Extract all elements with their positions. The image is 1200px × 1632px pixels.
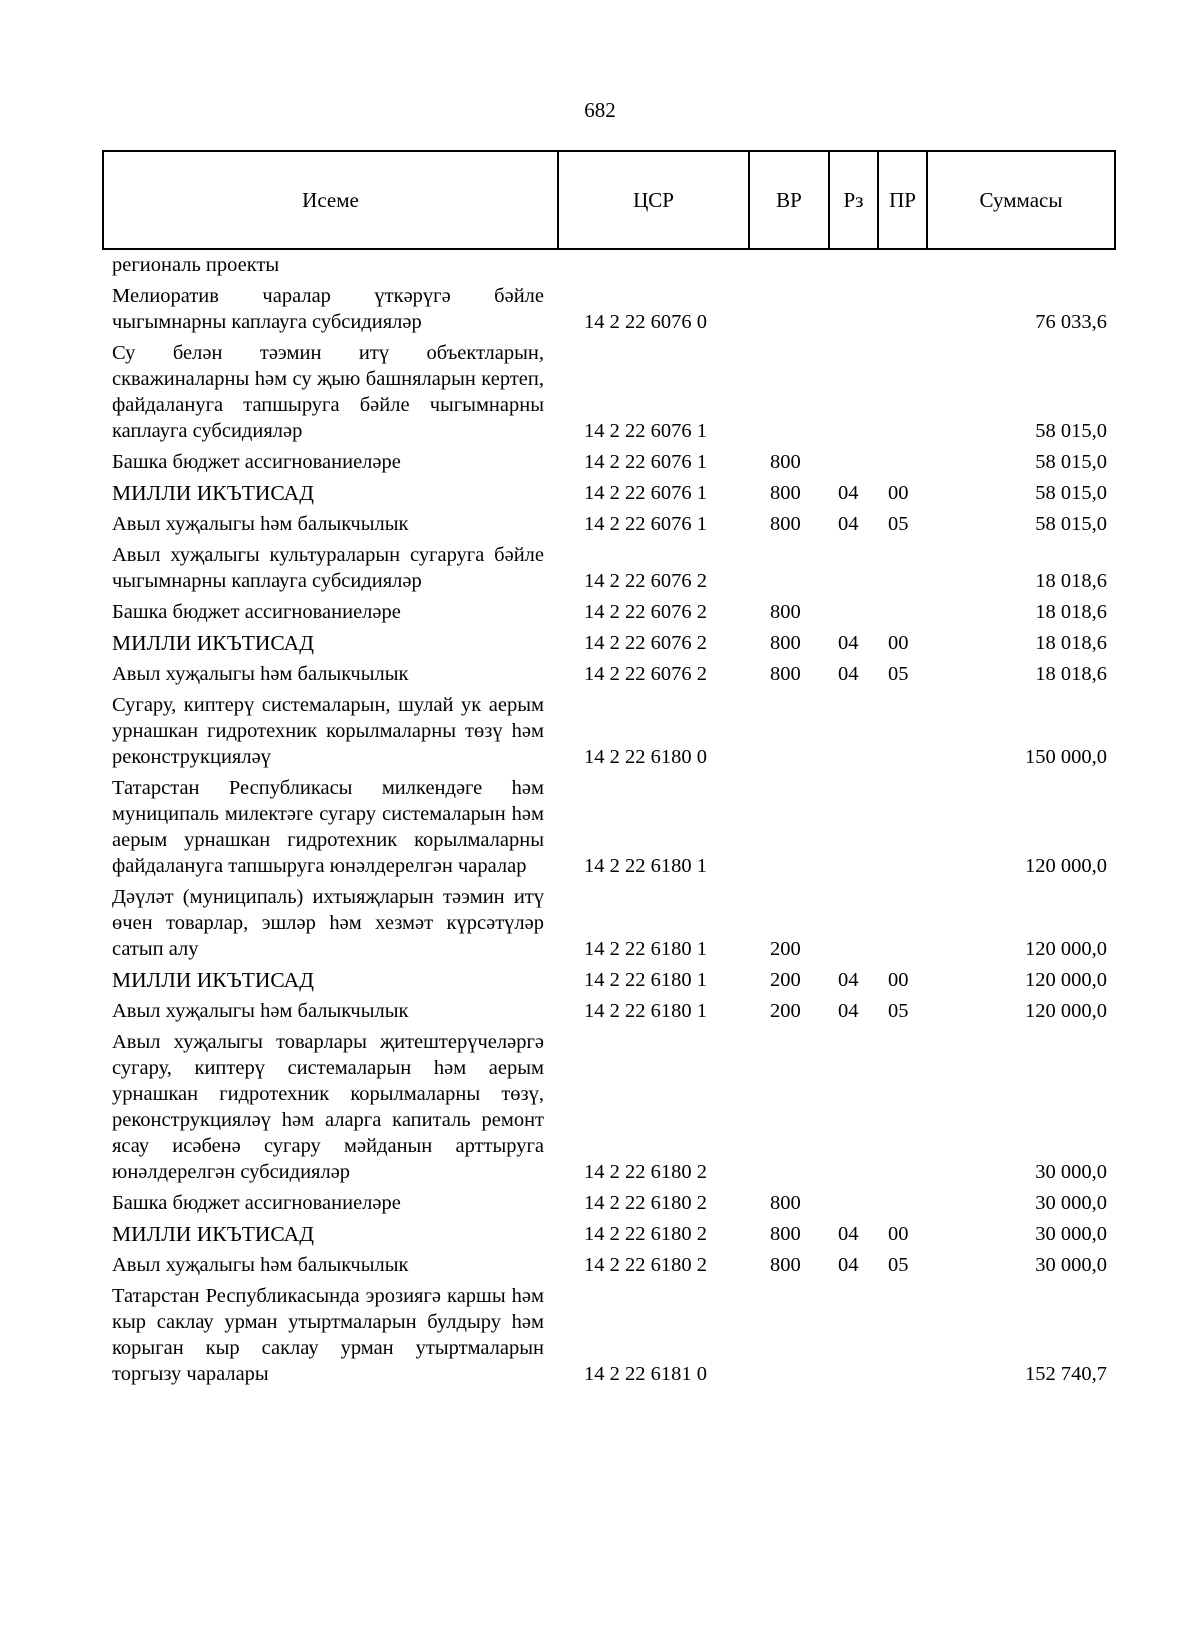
row-sum: 58 015,0 [1035, 451, 1107, 473]
table-row [0, 1190, 1200, 1216]
row-codes [0, 936, 1200, 962]
table-row [0, 283, 1200, 335]
row-rz: 04 [838, 632, 859, 654]
table-row [0, 884, 1200, 962]
row-name: Мелиоратив чаралар үткәрүгә бәйле чыгымнарны каплауга субсидияләр [112, 285, 544, 333]
row-vr: 800 [770, 1223, 801, 1245]
table-row [0, 599, 1200, 625]
row-vr: 200 [770, 969, 801, 991]
row-sum: 152 740,7 [1025, 1363, 1107, 1385]
row-csr: 14 2 22 6076 0 [584, 311, 707, 333]
row-csr: 14 2 22 6076 1 [584, 482, 707, 504]
row-sum: 18 018,6 [1035, 632, 1107, 654]
row-vr: 800 [770, 1192, 801, 1214]
table-row [0, 661, 1200, 687]
row-codes [0, 599, 1200, 625]
row-codes [0, 998, 1200, 1024]
row-name: Авыл хуҗалыгы культураларын сугаруга бәйле чыгымнарны каплауга субсидияләр [112, 544, 544, 592]
table-row [0, 542, 1200, 594]
row-rz: 04 [838, 1000, 859, 1022]
table-row [0, 630, 1200, 656]
row-sum: 30 000,0 [1035, 1192, 1107, 1214]
row-codes [0, 967, 1200, 993]
row-codes [0, 252, 1200, 278]
row-vr: 800 [770, 663, 801, 685]
row-codes [0, 1221, 1200, 1247]
row-pr: 05 [888, 663, 909, 685]
table-row [0, 1283, 1200, 1387]
table-row [0, 692, 1200, 770]
row-rz: 04 [838, 1223, 859, 1245]
row-csr: 14 2 22 6076 2 [584, 663, 707, 685]
header-name: Исеме [104, 152, 559, 248]
table-body [0, 252, 1200, 1392]
row-pr: 05 [888, 1254, 909, 1276]
row-csr: 14 2 22 6076 2 [584, 632, 707, 654]
row-name: Авыл хуҗалыгы товарлары җитештерүчеләргә сугару, киптерү системаларын һәм аерым урнашкан гидротехник корылмаларны төзү, реконструкцияләү һәм аларга капиталь ремонт ясау исәбенә сугару мәйданын арттыруга юнәлдерелгән субсидияләр [112, 1031, 544, 1183]
row-csr: 14 2 22 6180 1 [584, 938, 707, 960]
table-row [0, 511, 1200, 537]
row-vr: 800 [770, 513, 801, 535]
table-row [0, 775, 1200, 879]
row-codes [0, 630, 1200, 656]
row-sum: 30 000,0 [1035, 1161, 1107, 1183]
row-codes [0, 1361, 1200, 1387]
table-row [0, 1029, 1200, 1185]
row-sum: 30 000,0 [1035, 1254, 1107, 1276]
row-sum: 58 015,0 [1035, 513, 1107, 535]
row-vr: 800 [770, 632, 801, 654]
row-rz: 04 [838, 482, 859, 504]
row-name: Су белән тәэмин итү объектларын, скважиналарны һәм су җыю башняларын кертеп, файдалануга тапшыруга бәйле чыгымнарны каплауга субсидияләр [112, 342, 544, 442]
row-codes [0, 309, 1200, 335]
row-codes [0, 1252, 1200, 1278]
table-row [0, 449, 1200, 475]
row-vr: 800 [770, 482, 801, 504]
row-pr: 00 [888, 969, 909, 991]
header-sum: Суммасы [979, 187, 1063, 212]
row-rz: 04 [838, 663, 859, 685]
row-name: Авыл хуҗалыгы һәм балыкчылык [112, 1000, 409, 1022]
row-name: МИЛЛИ ИКЪТИСАД [112, 1222, 314, 1246]
row-vr: 200 [770, 938, 801, 960]
row-pr: 00 [888, 1223, 909, 1245]
row-sum: 58 015,0 [1035, 482, 1107, 504]
row-csr: 14 2 22 6180 2 [584, 1223, 707, 1245]
row-rz: 04 [838, 969, 859, 991]
table-row [0, 998, 1200, 1024]
row-name: Авыл хуҗалыгы һәм балыкчылык [112, 663, 409, 685]
table-row [0, 1252, 1200, 1278]
row-pr: 05 [888, 1000, 909, 1022]
row-csr: 14 2 22 6180 1 [584, 969, 707, 991]
row-codes [0, 480, 1200, 506]
row-sum: 120 000,0 [1025, 969, 1107, 991]
row-csr: 14 2 22 6181 0 [584, 1363, 707, 1385]
row-csr: 14 2 22 6076 1 [584, 420, 707, 442]
table-header [102, 150, 1116, 250]
row-name: МИЛЛИ ИКЪТИСАД [112, 481, 314, 505]
row-name: Дәүләт (муниципаль) ихтыяҗларын тәэмин итү өчен товарлар, эшләр һәм хезмәт күрсәтүләр сатып алу [112, 886, 544, 960]
row-sum: 120 000,0 [1025, 1000, 1107, 1022]
row-name: региональ проекты [112, 254, 280, 276]
row-sum: 18 018,6 [1035, 601, 1107, 623]
row-sum: 58 015,0 [1035, 420, 1107, 442]
row-rz: 04 [838, 1254, 859, 1276]
row-name: Башка бюджет ассигнованиеләре [112, 601, 401, 623]
table-row [0, 967, 1200, 993]
header-rz: Рз [830, 152, 879, 248]
table-row [0, 1221, 1200, 1247]
page-number: 682 [584, 98, 616, 122]
header-vr: ВР [750, 152, 830, 248]
row-rz: 04 [838, 513, 859, 535]
row-csr: 14 2 22 6076 2 [584, 570, 707, 592]
row-pr: 05 [888, 513, 909, 535]
row-name: МИЛЛИ ИКЪТИСАД [112, 968, 314, 992]
row-sum: 30 000,0 [1035, 1223, 1107, 1245]
row-codes [0, 1190, 1200, 1216]
row-codes [0, 744, 1200, 770]
row-csr: 14 2 22 6180 1 [584, 855, 707, 877]
row-csr: 14 2 22 6076 1 [584, 451, 707, 473]
row-csr: 14 2 22 6180 1 [584, 1000, 707, 1022]
row-sum: 76 033,6 [1035, 311, 1107, 333]
row-codes [0, 418, 1200, 444]
row-codes [0, 511, 1200, 537]
row-csr: 14 2 22 6180 2 [584, 1161, 707, 1183]
row-name: Татарстан Республикасында эрозиягә каршы һәм кыр саклау урман утыртмаларын булдыру һәм корыган кыр саклау урман утыртмаларын торгызу чаралары [112, 1285, 544, 1385]
table-row [0, 252, 1200, 278]
table-row [0, 340, 1200, 444]
row-pr: 00 [888, 632, 909, 654]
row-codes [0, 853, 1200, 879]
row-name: МИЛЛИ ИКЪТИСАД [112, 631, 314, 655]
row-csr: 14 2 22 6076 2 [584, 601, 707, 623]
row-sum: 120 000,0 [1025, 938, 1107, 960]
row-name: Авыл хуҗалыгы һәм балыкчылык [112, 1254, 409, 1276]
row-name: Сугару, киптерү системаларын, шулай ук аерым урнашкан гидротехник корылмаларны төзү һәм реконструкцияләү [112, 694, 544, 768]
row-sum: 150 000,0 [1025, 746, 1107, 768]
row-csr: 14 2 22 6180 2 [584, 1192, 707, 1214]
row-name: Башка бюджет ассигнованиеләре [112, 451, 401, 473]
row-vr: 800 [770, 451, 801, 473]
header-csr: ЦСР [559, 152, 750, 248]
row-codes [0, 1159, 1200, 1185]
row-csr: 14 2 22 6180 2 [584, 1254, 707, 1276]
row-csr: 14 2 22 6180 0 [584, 746, 707, 768]
row-codes [0, 568, 1200, 594]
table-row [0, 480, 1200, 506]
row-codes [0, 661, 1200, 687]
row-pr: 00 [888, 482, 909, 504]
row-sum: 18 018,6 [1035, 570, 1107, 592]
row-vr: 800 [770, 601, 801, 623]
row-sum: 18 018,6 [1035, 663, 1107, 685]
row-name: Башка бюджет ассигнованиеләре [112, 1192, 401, 1214]
row-csr: 14 2 22 6076 1 [584, 513, 707, 535]
row-vr: 800 [770, 1254, 801, 1276]
row-codes [0, 449, 1200, 475]
row-vr: 200 [770, 1000, 801, 1022]
row-name: Татарстан Республикасы милкендәге һәм муниципаль милектәге сугару системаларын һәм аерым урнашкан гидротехник корылмаларны файдалануга тапшыруга юнәлдерелгән чаралар [112, 777, 544, 877]
header-pr: ПР [879, 152, 928, 248]
row-sum: 120 000,0 [1025, 855, 1107, 877]
row-name: Авыл хуҗалыгы һәм балыкчылык [112, 513, 409, 535]
